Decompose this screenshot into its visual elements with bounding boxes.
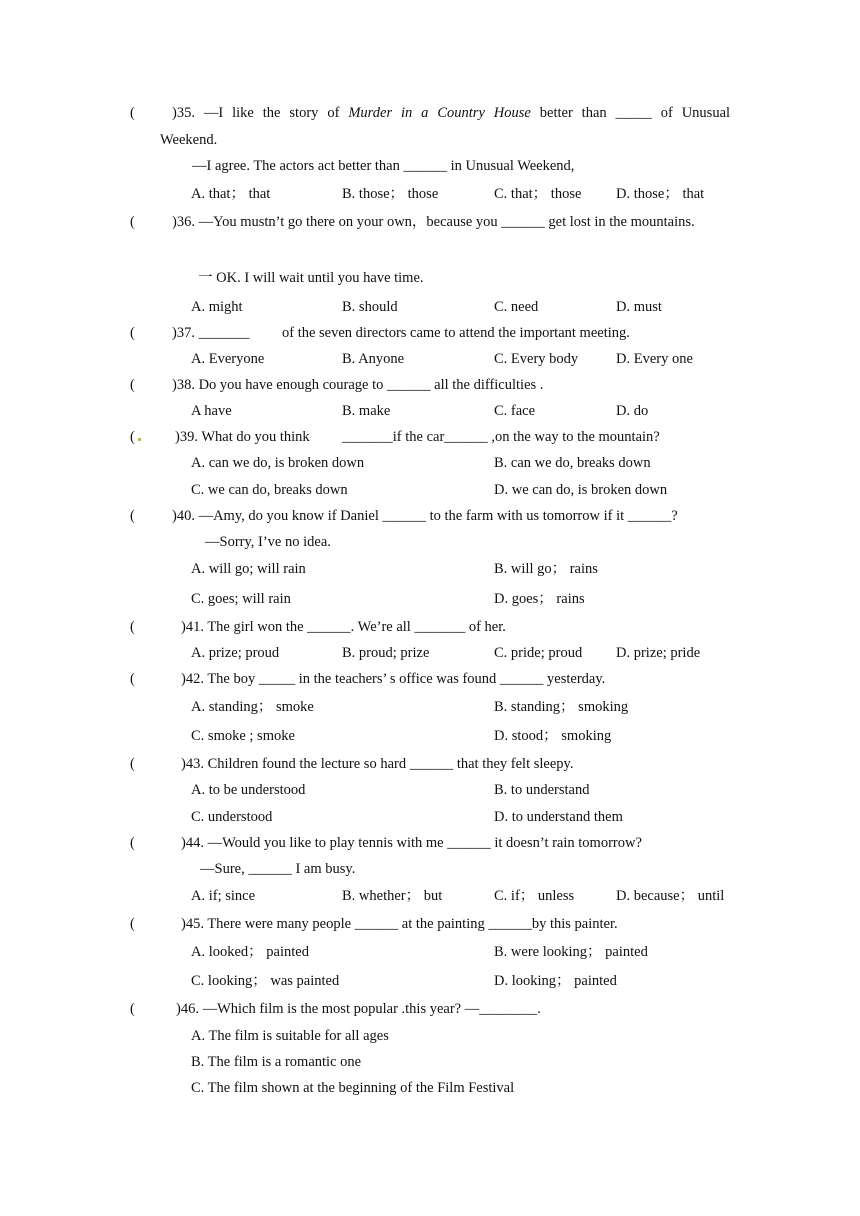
option-b[interactable]: B. will go； rains [494, 561, 598, 577]
option-d[interactable]: D. do [616, 403, 649, 419]
option-c[interactable]: C. goes; will rain [191, 591, 291, 607]
option-d[interactable]: D. because； until [616, 888, 725, 904]
option-b[interactable]: B. should [342, 299, 398, 315]
option-b[interactable]: B. whether； but [342, 888, 443, 904]
option-c[interactable]: C. pride; proud [494, 645, 583, 661]
question-36-stem: )36. —You mustn’t go there on your own，because you ______ get lost in the mountains. [172, 214, 695, 230]
option-a[interactable]: A. to be understood [191, 782, 306, 798]
option-a[interactable]: A. will go; will rain [191, 561, 306, 577]
option-c[interactable]: C. looking； was painted [191, 973, 340, 989]
option-a[interactable]: A. might [191, 299, 243, 315]
question-42-stem: )42. The boy _____ in the teachers’ s office was found ______ yesterday. [181, 671, 606, 687]
option-b[interactable]: B. make [342, 403, 391, 419]
question-40-reply: —Sorry, I’ve no idea. [205, 534, 331, 550]
option-b[interactable]: B. can we do, breaks down [494, 455, 651, 471]
question-44-reply: —Sure, ______ I am busy. [200, 861, 356, 877]
option-a[interactable]: A. if; since [191, 888, 256, 904]
option-d[interactable]: D. looking； painted [494, 973, 617, 989]
option-c[interactable]: C. The film shown at the beginning of the Film Festival [191, 1080, 515, 1096]
option-b[interactable]: B. proud; prize [342, 645, 430, 661]
question-36-reply: 一 OK. I will wait until you have time. [198, 270, 424, 286]
option-c[interactable]: C. we can do, breaks down [191, 482, 348, 498]
option-a[interactable]: A. prize; proud [191, 645, 280, 661]
answer-paren[interactable]: ( [130, 1001, 135, 1017]
option-a[interactable]: A. The film is suitable for all ages [191, 1028, 389, 1044]
option-b[interactable]: B. those； those [342, 186, 439, 202]
option-d[interactable]: D. to understand them [494, 809, 623, 825]
question-41-stem: )41. The girl won the ______. We’re all _______ of her. [181, 619, 506, 635]
question-43-stem: )43. Children found the lecture so hard ______ that they felt sleepy. [181, 756, 574, 772]
question-39-number: )39. What do you think [175, 429, 310, 445]
question-35-reply: —I agree. The actors act better than ______ in Unusual Weekend, [192, 158, 575, 174]
option-b[interactable]: B. The film is a romantic one [191, 1054, 362, 1070]
option-c[interactable]: C. if； unless [494, 888, 575, 904]
option-a[interactable]: A. Everyone [191, 351, 265, 367]
question-45-stem: )45. There were many people ______ at the painting ______by this painter. [181, 916, 618, 932]
italic-title: Murder in a Country House [348, 105, 531, 121]
question-40-stem: )40. —Amy, do you know if Daniel ______ to the farm with us tomorrow if it ______? [172, 508, 678, 524]
option-b[interactable]: B. to understand [494, 782, 590, 798]
question-number: )35. [172, 105, 195, 121]
answer-paren[interactable]: ( [130, 428, 141, 446]
option-c[interactable]: C. Every body [494, 351, 579, 367]
question-35-stem: )35. —I like the story of Murder in a Country House better than _____ of Unusual [172, 105, 731, 121]
option-a[interactable]: A. that； that [191, 186, 271, 202]
answer-paren[interactable]: ( [130, 619, 135, 635]
option-c[interactable]: C. understood [191, 809, 273, 825]
question-35-stem-cont: Weekend. [160, 132, 218, 148]
option-a[interactable]: A. standing； smoke [191, 699, 314, 715]
option-a[interactable]: A. looked； painted [191, 944, 309, 960]
answer-paren[interactable]: ( [130, 671, 135, 687]
speck-mark [138, 438, 141, 441]
question-38-stem: )38. Do you have enough courage to ______ all the difficulties . [172, 377, 544, 393]
option-d[interactable]: D. those； that [616, 186, 705, 202]
option-c[interactable]: C. need [494, 299, 539, 315]
option-d[interactable]: D. we can do, is broken down [494, 482, 668, 498]
option-b[interactable]: B. were looking； painted [494, 944, 648, 960]
option-d[interactable]: D. prize; pride [616, 645, 701, 661]
option-b[interactable]: B. Anyone [342, 351, 405, 367]
option-b[interactable]: B. standing； smoking [494, 699, 629, 715]
question-44-stem: )44. —Would you like to play tennis with me ______ it doesn’t rain tomorrow? [181, 835, 642, 851]
option-c[interactable]: C. smoke ; smoke [191, 728, 295, 744]
answer-paren[interactable]: ( [130, 214, 135, 230]
option-a[interactable]: A. can we do, is broken down [191, 455, 365, 471]
question-37-stem: of the seven directors came to attend the important meeting. [282, 325, 630, 341]
option-d[interactable]: D. stood； smoking [494, 728, 612, 744]
option-a[interactable]: A have [191, 403, 232, 419]
answer-paren[interactable]: ( [130, 508, 135, 524]
answer-paren[interactable]: ( [130, 756, 135, 772]
option-c[interactable]: C. that； those [494, 186, 582, 202]
answer-paren[interactable]: ( [130, 835, 135, 851]
answer-paren[interactable]: ( [130, 325, 135, 341]
answer-paren[interactable]: ( [130, 105, 135, 121]
answer-paren[interactable]: ( [130, 916, 135, 932]
option-d[interactable]: D. goes； rains [494, 591, 585, 607]
option-d[interactable]: D. must [616, 299, 662, 315]
question-46-stem: )46. —Which film is the most popular .this year? —________. [176, 1001, 541, 1017]
question-39-stem: _______if the car______ ,on the way to the mountain? [342, 429, 660, 445]
question-37-number: )37. _______ [172, 325, 250, 341]
answer-paren[interactable]: ( [130, 377, 135, 393]
option-d[interactable]: D. Every one [616, 351, 693, 367]
option-c[interactable]: C. face [494, 403, 536, 419]
